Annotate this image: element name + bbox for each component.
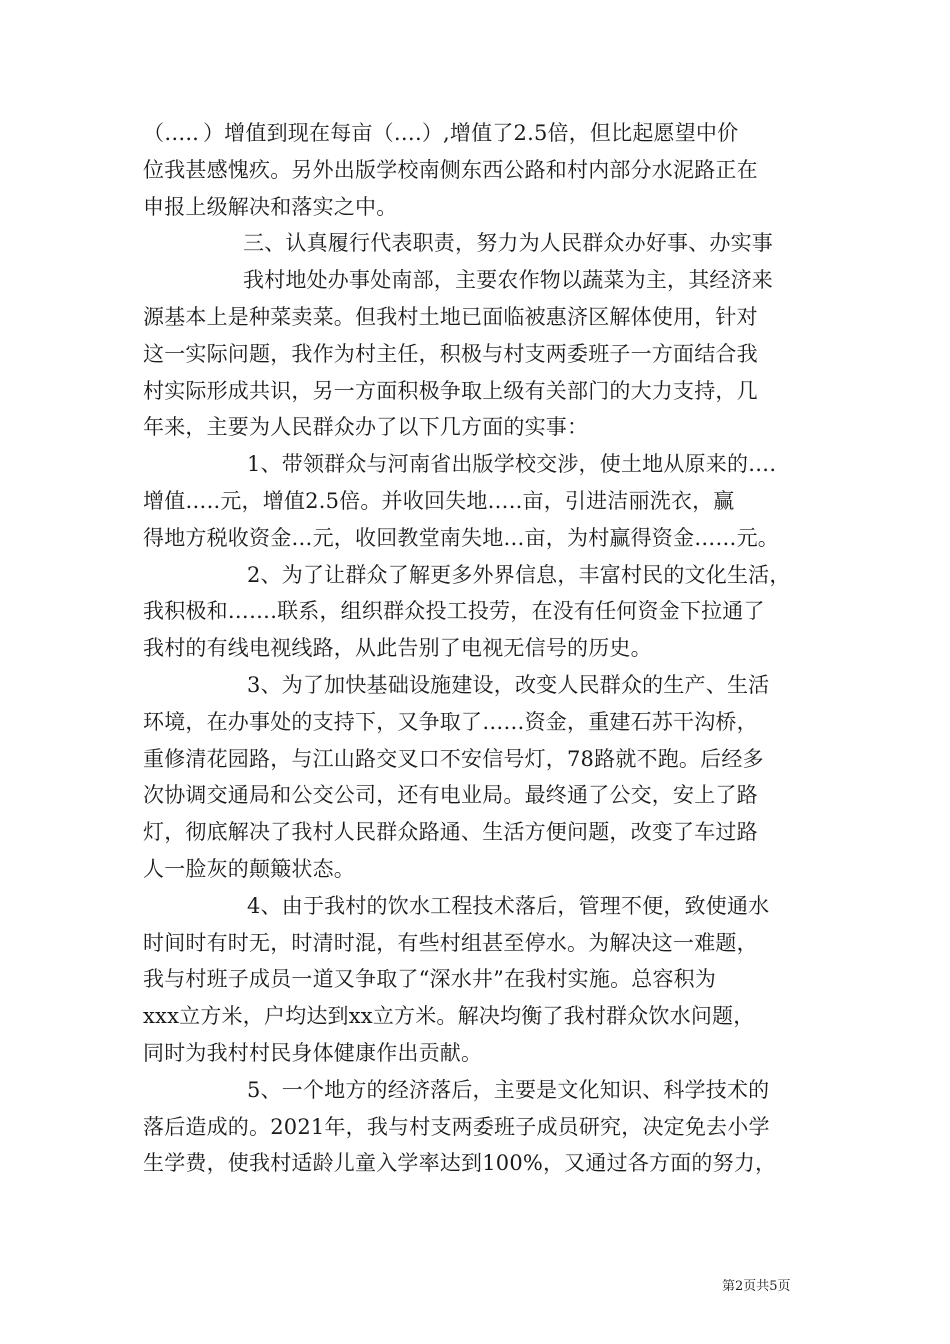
paragraph-item-4 xyxy=(143,888,811,1072)
text-line: 4、由于我村的饮水工程技术落后，管理不便，致使通水 xyxy=(247,893,770,918)
text-line: 次协调交通局和公交公司，还有电业局。最终通了公交，安上了路 xyxy=(143,783,758,808)
paragraph-item-3 xyxy=(143,667,811,888)
paragraph-item-2 xyxy=(143,557,811,667)
paragraph-intro-continued xyxy=(143,115,811,225)
text-line: 生学费，使我村适龄儿童入学率达到100%，又通过各方面的努力， xyxy=(143,1151,777,1176)
text-line: 时间时有时无，时清时混，有些村组甚至停水。为解决这一难题， xyxy=(143,930,758,955)
text-line: 重修清花园路，与江山路交叉口不安信号灯，78路就不跑。后经多 xyxy=(143,746,764,771)
text-line: 人一脸灰的颠簸状态。 xyxy=(143,856,355,881)
text-line: 申报上级解决和落实之中。 xyxy=(143,194,398,219)
text-line: 5、一个地方的经济落后，主要是文化知识、科学技术的 xyxy=(247,1077,770,1102)
text-line: 我与村班子成员一道又争取了“深水井”在我村实施。总容积为 xyxy=(143,967,717,992)
text-line: 三、认真履行代表职责，努力为人民群众办好事、办实事 xyxy=(243,231,773,256)
text-line: 村实际形成共识，另一方面积极争取上级有关部门的大力支持，几 xyxy=(143,378,758,403)
text-line: 我村的有线电视线路，从此告别了电视无信号的历史。 xyxy=(143,636,652,661)
paragraph-item-1 xyxy=(143,446,811,556)
text-line: 落后造成的。2021年，我与村支两委班子成员研究，决定免去小学 xyxy=(143,1114,770,1139)
page-number-footer: 第2页共5页 xyxy=(722,1279,791,1294)
text-line: 增值…..元，增值2.5倍。并收回失地…..亩，引进洁丽洗衣，赢 xyxy=(143,488,735,513)
text-line: 位我甚感愧疚。另外出版学校南侧东西公路和村内部分水泥路正在 xyxy=(143,157,758,182)
text-line: 同时为我村村民身体健康作出贡献。 xyxy=(143,1040,483,1065)
text-line: 灯，彻底解决了我村人民群众路通、生活方便问题，改变了车过路 xyxy=(143,820,758,845)
text-line: 得地方税收资金…元，收回教堂南失地…亩，为村赢得资金……元。 xyxy=(143,525,779,550)
text-line: xxx立方米，户均达到xx立方米。解决均衡了我村群众饮水问题， xyxy=(143,1004,755,1029)
paragraph-item-5 xyxy=(143,1072,811,1182)
paragraph-section-intro xyxy=(143,262,811,446)
text-line: 这一实际问题，我作为村主任，积极与村支两委班子一方面结合我 xyxy=(143,341,758,366)
text-line: （….．）增值到现在每亩（….）,增值了2.5倍，但比起愿望中价 xyxy=(143,121,739,145)
text-line: 我积极和…….联系，组织群众投工投劳，在没有任何资金下拉通了 xyxy=(143,599,765,624)
text-line: 环境，在办事处的支持下，又争取了……资金，重建石苏干沟桥， xyxy=(143,709,758,734)
document-body xyxy=(143,115,811,1182)
text-line: 年来，主要为人民群众办了以下几方面的实事： xyxy=(143,415,589,440)
text-line: 3、为了加快基础设施建设，改变人民群众的生产、生活 xyxy=(247,672,770,697)
text-line: 2、为了让群众了解更多外界信息，丰富村民的文化生活， xyxy=(247,562,791,587)
paragraph-section-heading-3 xyxy=(143,225,811,262)
text-line: 源基本上是种菜卖菜。但我村土地已面临被惠济区解体使用，针对 xyxy=(143,304,758,329)
text-line: 我村地处办事处南部，主要农作物以蔬菜为主，其经济来 xyxy=(243,268,773,293)
text-line: 1、带领群众与河南省出版学校交涉，使土地从原来的…. xyxy=(247,452,777,477)
